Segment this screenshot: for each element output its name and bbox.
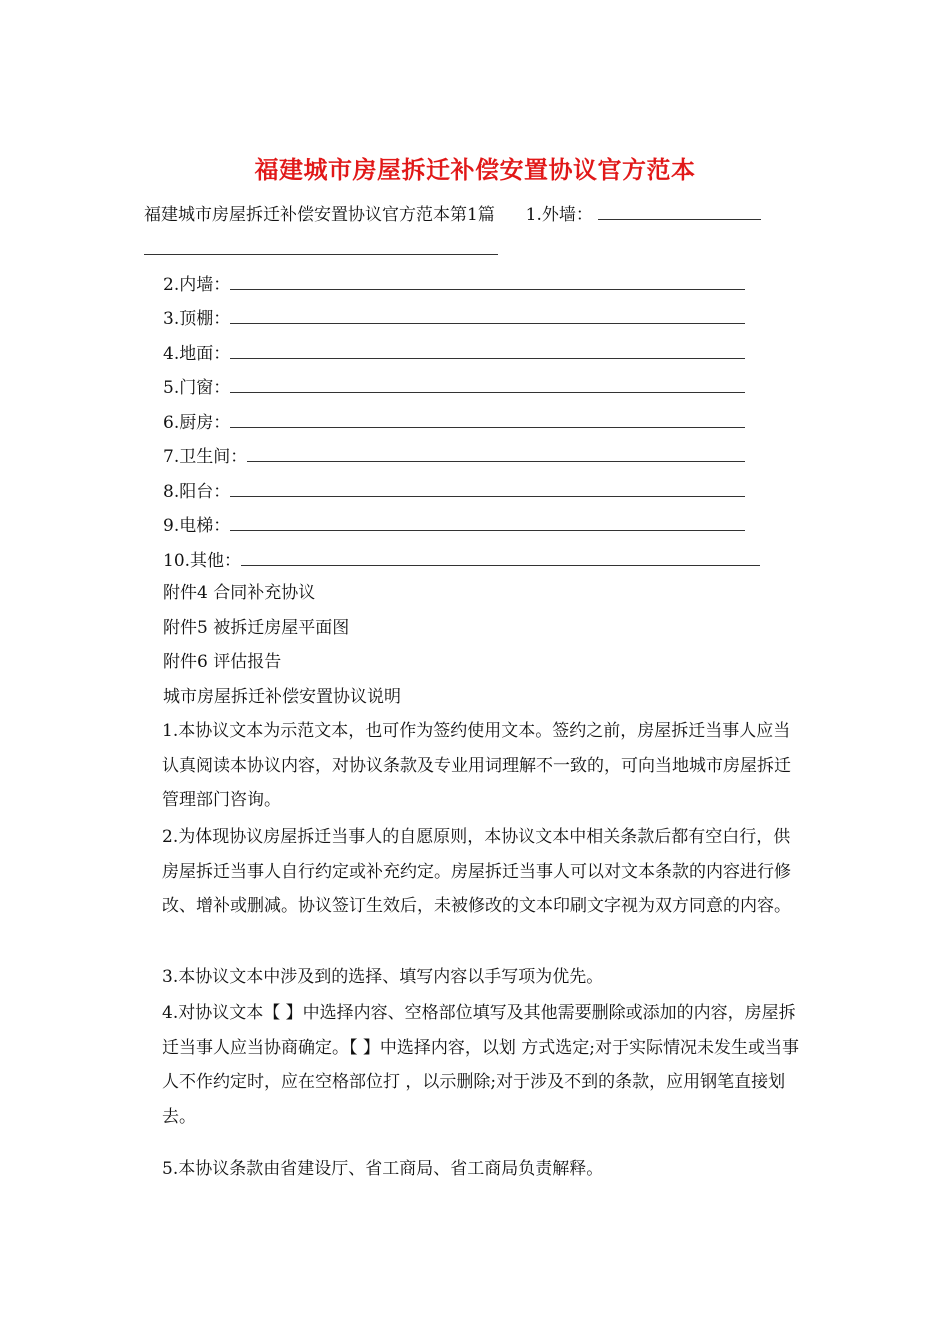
field-blank[interactable] xyxy=(230,374,745,393)
subtitle-line xyxy=(144,201,761,227)
field-row xyxy=(163,340,745,366)
field-blank[interactable] xyxy=(230,340,745,359)
note-paragraph: 2.为体现协议房屋拆迁当事人的自愿原则，本协议文本中相关条款后都有空白行，供房屋拆迁当事人自行约定或补充约定。房屋拆迁当事人可以对文本条款的内容进行修改、增补或删减。协议签订生效后，未被修改的文本印刷文字视为双方同意的内容。 xyxy=(162,827,791,916)
field-blank[interactable] xyxy=(247,443,745,462)
note-paragraph: 1.本协议文本为示范文本，也可作为签约使用文本。签约之前，房屋拆迁当事人应当认真阅读本协议内容，对协议条款及专业用词理解不一致的，可向当地城市房屋拆迁管理部门咨询。 xyxy=(162,721,791,810)
subtitle: 福建城市房屋拆迁补偿安置协议官方范本第1篇 xyxy=(144,205,495,225)
note-paragraph: 3.本协议文本中涉及到的选择、填写内容以手写项为优先。 xyxy=(162,967,604,987)
field-row xyxy=(163,305,745,331)
field-label: 6.厨房： xyxy=(163,413,231,433)
field-blank[interactable] xyxy=(241,547,760,566)
field-blank[interactable] xyxy=(144,236,498,255)
document-title: 福建城市房屋拆迁补偿安置协议官方范本 xyxy=(254,155,696,184)
field-row xyxy=(163,547,760,573)
field-label: 3.顶棚： xyxy=(163,309,231,329)
field-label: 4.地面： xyxy=(163,344,231,364)
field-blank[interactable] xyxy=(230,478,745,497)
attachment-item: 附件6 评估报告 xyxy=(163,652,282,672)
field-row xyxy=(163,409,745,435)
field-row xyxy=(163,478,745,504)
attachment-item: 附件4 合同补充协议 xyxy=(163,583,316,603)
attachment-item: 附件5 被拆迁房屋平面图 xyxy=(163,618,350,638)
field-label: 2.内墙： xyxy=(163,275,231,295)
field-blank[interactable] xyxy=(598,201,761,220)
note-paragraph: 4.对协议文本【 】中选择内容、空格部位填写及其他需要删除或添加的内容，房屋拆迁当事人应当协商确定。【 】中选择内容，以划 方式选定;对于实际情况未发生或当事人不作约定时，应在空格部位打 ，以示删除;对于涉及不到的条款，应用钢笔直接划去。 xyxy=(162,1003,800,1127)
field-label: 8.阳台： xyxy=(163,482,231,502)
field-blank[interactable] xyxy=(230,271,745,290)
field-blank[interactable] xyxy=(230,409,745,428)
field-label: 9.电梯： xyxy=(163,516,231,536)
field-row xyxy=(163,271,745,297)
note-paragraph: 5.本协议条款由省建设厅、省工商局、省工商局负责解释。 xyxy=(162,1159,604,1179)
field-label: 7.卫生间： xyxy=(163,447,248,467)
field-blank[interactable] xyxy=(230,305,745,324)
field-row xyxy=(163,512,745,538)
field-row xyxy=(163,374,745,400)
notes-heading: 城市房屋拆迁补偿安置协议说明 xyxy=(163,687,401,707)
field-label: 10.其他： xyxy=(163,551,242,571)
field-label: 1.外墙： xyxy=(525,205,593,225)
field-blank[interactable] xyxy=(230,512,745,531)
field-row xyxy=(163,443,745,469)
field-continuation xyxy=(144,236,498,262)
field-label: 5.门窗： xyxy=(163,378,231,398)
